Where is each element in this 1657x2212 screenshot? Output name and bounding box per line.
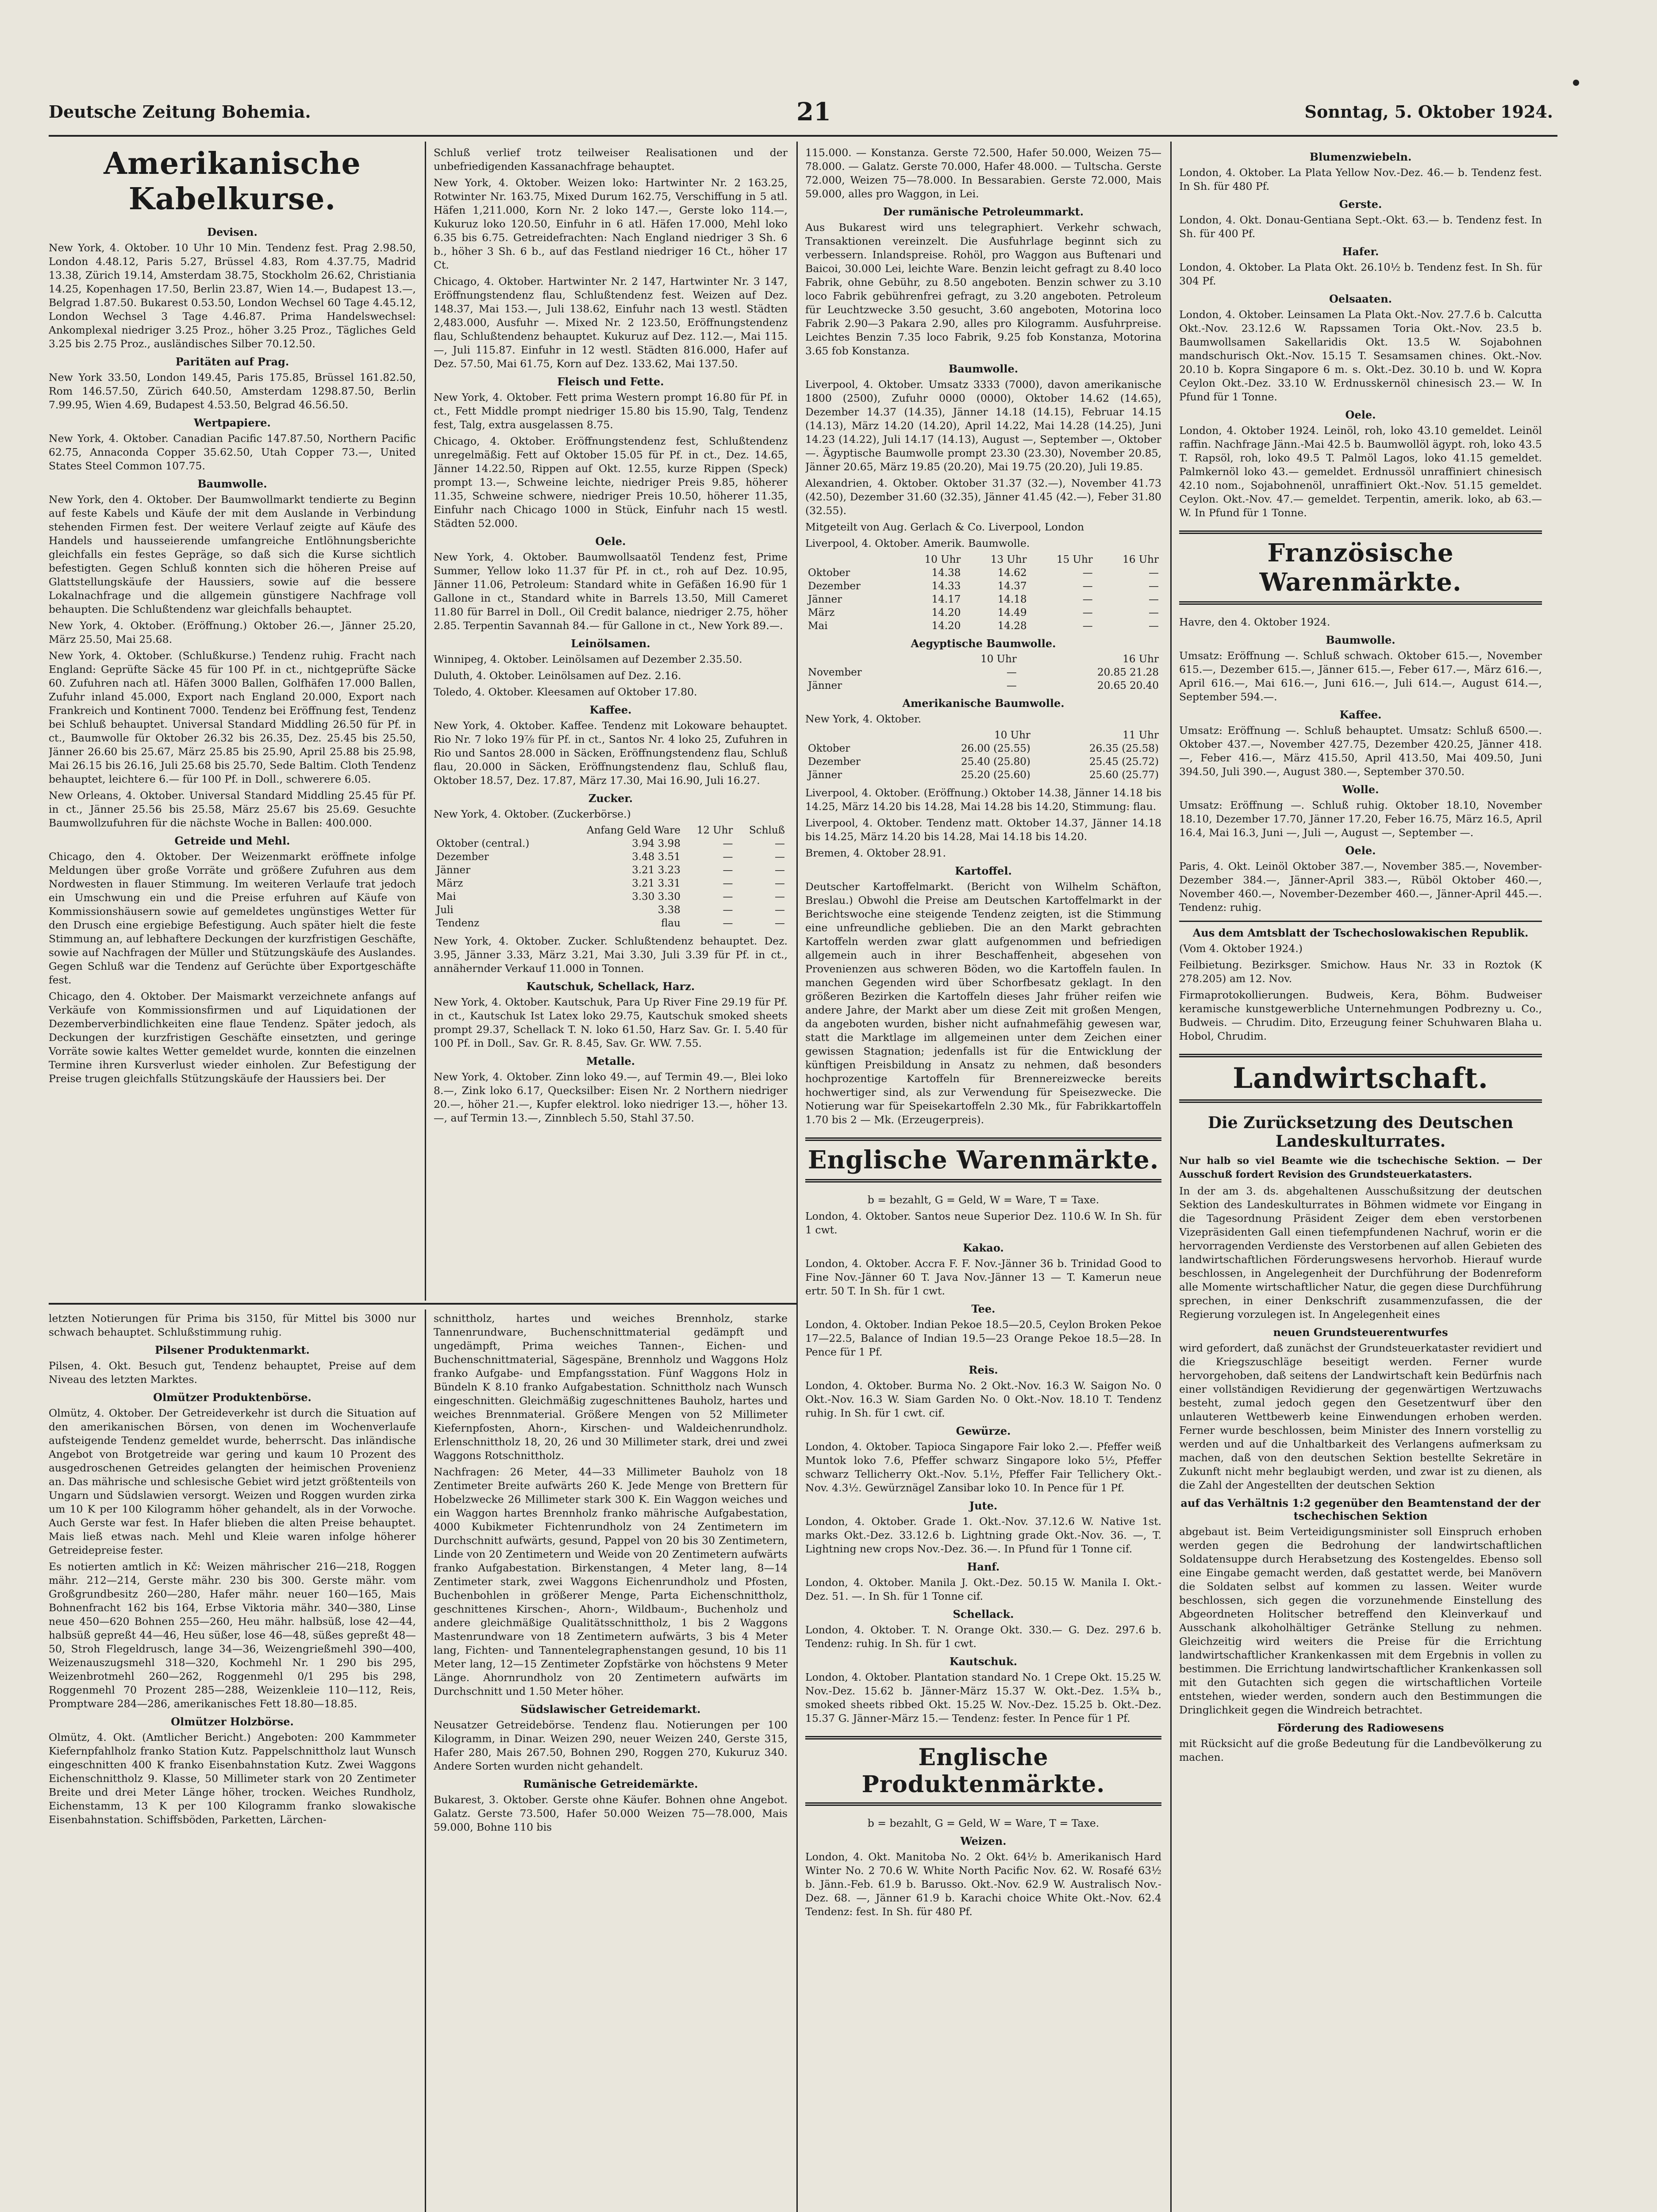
- article-text: Liverpool, 4. Oktober. Amerik. Baumwolle.: [805, 537, 1030, 549]
- column-2: [434, 146, 788, 1296]
- table-cell: —: [1149, 594, 1159, 605]
- table-cell: —: [1082, 594, 1093, 605]
- subheading: neuen Grundsteuerentwurfes: [1273, 1326, 1448, 1339]
- subheading: Südslawischer Getreidemarkt.: [520, 1703, 701, 1716]
- table-cell: Dezember: [808, 580, 861, 592]
- subheading: Paritäten auf Prag.: [175, 355, 289, 368]
- table-cell: 14.17: [931, 594, 961, 605]
- article-text: mit Rücksicht auf die große Bedeutung für die Landbevölkerung zu machen.: [1179, 1737, 1542, 1763]
- table-cell: —: [723, 918, 733, 929]
- article-text: Liverpool, 4. Oktober. (Eröffnung.) Oktober 14.38, Jänner 14.18 bis 14.25, März 14.20 bis 14.28, Mai 14.28 bis 14.20, Stimmung: flau.: [805, 787, 1161, 813]
- table-cell: —: [723, 891, 733, 902]
- table-cell: Mai: [436, 891, 456, 902]
- subheading: Olmützer Produktenbörse.: [153, 1391, 311, 1404]
- table-cell: —: [1149, 580, 1159, 592]
- table-header-row: [805, 729, 1161, 742]
- article-text: London, 4. Oktober. Manila J. Okt.-Dez. 50.15 W. Manila I. Okt.-Dez. 51. —. In Sh. für 1 Tonne cif.: [805, 1576, 1161, 1602]
- divider: [1179, 921, 1542, 922]
- article-text: Duluth, 4. Oktober. Leinölsamen auf Dez. 2.16.: [434, 669, 681, 682]
- table-cell: —: [1006, 680, 1017, 691]
- table-row: [434, 864, 788, 877]
- subheading: auf das Verhältnis 1:2 gegenüber den Beamtenstand der der tschechischen Sektion: [1180, 1497, 1541, 1522]
- table-header: 11 Uhr: [1123, 730, 1159, 741]
- subheading: Kaffee.: [1339, 708, 1382, 721]
- table-cell: 26.35 (25.58): [1089, 743, 1159, 754]
- table-header: Schluß: [749, 825, 785, 836]
- table-row: [805, 679, 1161, 692]
- table-cell: Mai: [808, 620, 828, 632]
- dateline: (Vom 4. Oktober 1924.): [1179, 942, 1303, 955]
- subheading: Förderung des Radiowesens: [1277, 1721, 1444, 1734]
- table-header-row: [805, 553, 1161, 566]
- table-cell: —: [723, 864, 733, 876]
- article-text: Chicago, 4. Oktober. Hartwinter Nr. 2 147, Hartwinter Nr. 3 147, Eröffnungstendenz flau, Schlußtendenz fest. Weizen auf Dez. 148.37, Mai 153.—, Juli 138.62, Einfuhr nach 13 westl. Städten 2,483.000, Ausfuhr —. Mixed Nr. 2 123.50, Eröffnungstendenz flau, Schlußtendenz behauptet. Kukuruz auf Dez. 112.—, Mai 115.—, Juli 115.87. Einfuhr in 12 westl. Städten 816.000, Hafer auf Dez. 57.50, Mai 61.75, Korn auf Dez. 133.62, Mai 137.50.: [434, 275, 788, 370]
- subheading: Fleisch und Fette.: [557, 375, 664, 388]
- article-text: Firmaprotokollierungen. Budweis, Kera, Böhm. Budweiser keramische kunstgewerbliche Unternehmungen Podbrezny u. Co., Budweis. — Chrudim. Dito, Erzeugung feiner Schuhwaren Blaha u. Hobol, Chrudim.: [1179, 989, 1542, 1042]
- table-header: [805, 729, 905, 742]
- subheading: Zucker.: [588, 792, 633, 805]
- article-text: New York, 4. Oktober. Kaffee. Tendenz mit Lokoware behauptet. Rio Nr. 7 loko 19⅞ für Pf. in ct., Santos Nr. 4 loko 25, Zufuhren in Rio und Santos 28.000 in Säcken, Eröffnungstendenz flau, Schluß flau, 20.000 in Säcken, Eröffnungstendenz flau, Schluß flau, Oktober 18.57, Dez. 17.87, März 17.30, Mai 16.90, Juli 16.27.: [434, 719, 788, 787]
- table-cell: Oktober: [808, 743, 850, 754]
- article-text: Bukarest, 3. Oktober. Gerste ohne Käufer. Bohnen ohne Angebot. Galatz. Gerste 73.500, Hafer 50.000 Weizen 75—78.000, Mais 59.000, Bohne 110 bis: [434, 1793, 788, 1833]
- table-cell: Jänner: [436, 864, 471, 876]
- table-row: [434, 850, 788, 864]
- table-cell: Jänner: [808, 680, 842, 691]
- article-text: Es notierten amtlich in Kč: Weizen mährischer 216—218, Roggen mähr. 212—214, Gerste mähr. 230 bis 300. Gerste mähr. vom Großgrundbesitz 260—280, Hafer mähr. neuer 160—165, Mais Bohnenfracht 162 bis 164, Erbse Viktoria mähr. 340—380, Linse neue 450—620 Bohnen 255—260, Heu mähr. halbsüß, lose 42—44, halbsüß gepreßt 44—46, Heu süßer, lose 46—48, süßes gepreßt 48—50, Stroh Flegeldrusch, lange 34—36, Weizengrießmehl 390—400, Weizenauszugsmehl 318—320, Kochmehl Nr. 1 290 bis 295, Weizenbrotmehl 260—262, Roggenmehl 0/1 295 bis 298, Roggenmehl 70 Prozent 285—288, Weizenkleie 110—112, Reis, Promptware 284—286, amerikanisches Fett 18.80—18.85.: [49, 1560, 416, 1710]
- article-text: Schluß verlief trotz teilweiser Realisationen und der unbefriedigenden Kassanachfrage behauptet.: [434, 146, 788, 173]
- article-text: Chicago, den 4. Oktober. Der Maismarkt verzeichnete anfangs auf Verkäufe von Kommissionsfirmen und auf Liquidationen der Dezemberverbindlichkeiten eine flaue Tendenz. Später jedoch, als Deckungen der kurzfristigen Geschäfte einsetzten, und geringe Vorräte sowie kaltes Wetter gemeldet wurde, konnten die einzelnen Termine ihren Kursverlust wieder einholen. Zur Befestigung der Preise trugen gleichfalls Stützungskäufe der Haussiers bei. Der: [49, 990, 416, 1085]
- table-cell: 3.38: [657, 904, 680, 916]
- table-header-row: [434, 824, 788, 837]
- article-text: Aus Bukarest wird uns telegraphiert. Verkehr schwach, Transaktionen vereinzelt. Die Ausfuhrlage beginnt sich zu verbessern. Inlandspreise. Rohöl, pro Waggon aus Buftenari und Baicoi, 30.000 Lei, leichte Ware. Benzin leicht gefragt zu 8.40 loco Fabrik, ohne Gebühr, zu 8.50 angeboten. Benzin schwer zu 3.10 loco Fabrik gebührenfrei gefragt, zu 3.20 angeboten. Petroleum für Leuchtzwecke 3.50 gesucht, 3.60 angeboten, Motorina loco Fabrik 2.90—3 Pakara 2.90, alles pro Kilogramm. Ausfuhrpreise. Leichtes Benzin 7.35 loco Fabrik, 9.25 fob Konstanza, Motorina 3.65 fob Konstanza.: [805, 221, 1161, 357]
- article-text: New York, 4. Oktober. Weizen loko: Hartwinter Nr. 2 163.25, Rotwinter Nr. 163.75, Mixed Durum 162.75, Verschiffung in 5 atl. Häfen 1,211.000, Korn Nr. 2 loko 147.—, Gerste loko 114.—, Kukuruz loko 120.50, Einfuhr in 6 atl. Häfen 17.000, Mehl loko 6.35 bis 6.75. Getreidefrachten: Nach England niedriger 3 Sh. 6 b., höher 3 Sh. 6 b., auf das Festland niedriger 16 Ct., höher 17 Ct.: [434, 177, 788, 271]
- table-cell: 14.49: [997, 607, 1027, 618]
- article-text: letzten Notierungen für Prima bis 3150, für Mittel bis 3000 nur schwach behauptet. Schlußstimmung ruhig.: [49, 1312, 416, 1338]
- article-text: London, 4. Oktober. La Plata Yellow Nov.-Dez. 46.— b. Tendenz fest. In Sh. für 480 Pf.: [1179, 166, 1542, 192]
- table-header-row: [805, 653, 1161, 666]
- page-number: 21: [796, 97, 831, 127]
- table-header: [805, 653, 931, 666]
- subheading: Kartoffel.: [955, 864, 1012, 877]
- article-text: Mitgeteilt von Aug. Gerlach & Co. Liverpool, London: [805, 521, 1084, 533]
- article-text: London, 4. Oktober. Leinsamen La Plata Okt.-Nov. 27.7.6 b. Calcutta Okt.-Nov. 23.12.6 W. Rapssamen Toria Okt.-Nov. 23.5 b. Baumwollsamen Sakellaridis Okt. 13.5 W. Sojabohnen mandschurisch Okt.-Nov. 15.15 T. Sesamsamen chines. Okt.-Nov. 20.10 b. Kopra Singapore 6 m. s. Okt.-Dez. 30.10 b. und W. Kopra Ceylon Okt.-Dez. 33.10 W. Erdnusskernöl chinesisch 23.— W. In Pfund für 1 Tonne.: [1179, 308, 1542, 403]
- table-cell: —: [1082, 607, 1093, 618]
- table-row: [434, 877, 788, 890]
- subheading: Wertpapiere.: [194, 416, 271, 429]
- table-cell: 20.85 21.28: [1097, 667, 1159, 678]
- table-cell: 3.21 3.23: [632, 864, 680, 876]
- table-cell: —: [775, 918, 785, 929]
- article-text: Olmütz, 4. Okt. (Amtlicher Bericht.) Angeboten: 200 Kammmeter Kiefernpfahlholz franko Station Kutz. Pappelschnittholz laut Wunsch eingeschnitten 400 K franko Eisenbahnstation Kutz. Zwei Waggons Eichenschnittholz 9. Klasse, 50 Millimeter stark von 20 Zentimeter Breite und drei Meter Länge höher, trocken. Weiches Rundholz, Eichenstamm, 13 K per 100 Kilogramm franko slowakische Eisenbahnstation. Schiffsböden, Parketten, Lärchen-: [49, 1731, 416, 1826]
- table-header: 13 Uhr: [990, 554, 1027, 565]
- article-text: New York, den 4. Oktober. Der Baumwollmarkt tendierte zu Beginn auf feste Kabels und Käufe der mit dem Auslande in Verbindung stehenden Firmen fest. Der weitere Verlauf zeigte auf Käufe des Handels und hausseierende umfangreiche Entlöhnungsberichte gleichfalls ein festes Gepräge, so daß sich die Kurse sichtlich befestigten. Gegen Schluß konnten sich die höheren Preise auf Glattstellungskäufe der Haussiers, sowie auf die bessere Lokalnachfrage und die allgemein günstigere Nachfrage voll behaupten. Die Schlußtendenz war gleichfalls behauptet.: [49, 493, 416, 615]
- article-text: Pilsen, 4. Okt. Besuch gut, Tendenz behauptet, Preise auf dem Niveau des letzten Marktes.: [49, 1359, 416, 1386]
- table-cell: 20.65 20.40: [1097, 680, 1159, 691]
- column-1-lower: [49, 1312, 416, 2212]
- subheading: Blumenzwiebeln.: [1309, 150, 1412, 163]
- article-text: Winnipeg, 4. Oktober. Leinölsamen auf Dezember 2.35.50.: [434, 653, 742, 665]
- article-text: Bremen, 4. Oktober 28.91.: [805, 847, 946, 859]
- article-text: Toledo, 4. Oktober. Kleesamen auf Oktober 17.80.: [434, 686, 697, 698]
- table-cell: Dezember: [436, 851, 489, 863]
- table-header: Anfang Geld Ware: [587, 825, 680, 836]
- table-row: [434, 917, 788, 930]
- column-2-lower: [434, 1312, 788, 2212]
- table-cell: —: [775, 878, 785, 889]
- table-cell: 14.62: [997, 567, 1027, 579]
- table-row: [805, 593, 1161, 606]
- table-cell: —: [1082, 567, 1093, 579]
- section-title: Englische Produktenmärkte.: [861, 1744, 1105, 1798]
- subheading: Kautschuk.: [950, 1655, 1017, 1668]
- subheading: Der rumänische Petroleummarkt.: [883, 205, 1084, 218]
- table-header: 10 Uhr: [924, 554, 961, 565]
- article-text: Nachfragen: 26 Meter, 44—33 Millimeter Bauholz von 18 Zentimeter Breite aufwärts 260 K. Jede Menge von Brettern für Hobelzwecke 26 Millimeter stark 300 K. Ein Waggon weiches und ein Waggon hartes Brennholz franko mährische Aufgabestation, 4000 Kubikmeter Fichtenrundholz von 24 Zentimetern im Durchschnitt aufwärts, gesund, Pappel von 20 bis 30 Zentimetern, Linde von 20 Zentimetern und Weide von 20 Zentimetern aufwärts franko Aufgabestation. Birkenstangen, 4 Meter lang, 8—14 Zentimeter stark, zwei Waggons Eichenrundholz und Pfosten, Buchenbohlen in größerer Menge, Parta Eichenschnittholz, geschnittenes Kirschen-, Ahorn-, Wildbaum-, Buchenholz und andere gleichmäßige Qualitätsschnittholz, 1 bis 2 Waggons Mastenrundware von 18 Zentimetern aufwärts, 3 bis 4 Meter lang, Fichten- und Tannentelegraphenstangen gesund, 10 bis 11 Meter lang, 12—15 Zentimeter Zopfstärke von höchstens 9 Meter Länge. Ahornrundholz von 20 Zentimetern aufwärts im Durchschnitt und 1.50 Meter höher.: [434, 1466, 788, 1697]
- table-cell: Juli: [436, 904, 454, 916]
- article-text: Umsatz: Eröffnung —. Schluß schwach. Oktober 615.—, November 615.—, Dezember 615.—, Jänner 615.—, Feber 617.—, März 616.—, April 616.—, Mai 616.—, Juni 616.—, Juli 614.—, August 614.—, September 594.—.: [1179, 649, 1542, 703]
- table-cell: 14.33: [931, 580, 961, 592]
- table-header: 10 Uhr: [994, 730, 1030, 741]
- subheading: Tee.: [971, 1302, 996, 1315]
- article-text: New York, 4. Oktober. 10 Uhr 10 Min. Tendenz fest. Prag 2.98.50, London 4.48.12, Paris 5.27, Brüssel 4.83, Rom 4.37.75, Madrid 13.38, Zürich 19.14, Amsterdam 38.75, Stockholm 26.62, Christiania 14.25, Kopenhagen 17.50, Berlin 23.87, Wien 14.—, Budapest 13.—, Belgrad 1.87.50. Bukarest 0.53.50, London Wechsel 60 Tage 4.45.12, London Wechsel 3 Tage 4.46.87. Prima Handelswechsel: Ankomplexal niedriger 3.25 Proz., höher 3.25 Proz., Tägliches Geld 3.25 bis 2.75 Proz., ausländisches Silber 70.12.50.: [49, 242, 416, 350]
- table-cell: Jänner: [808, 594, 842, 605]
- table-cell: —: [1082, 620, 1093, 632]
- table-cell: 25.20 (25.60): [961, 769, 1030, 781]
- article-text: New York, 4. Oktober. (Zuckerbörse.): [434, 808, 631, 820]
- article-text: New York, 4. Oktober. Kautschuk, Para Up River Fine 29.19 für Pf. in ct., Kautschuk Ist Latex loko 29.75, Kautschuk smoked sheets prompt 29.37, Schellack T. N. loko 61.50, Harz Sav. Gr. I. 5.40 für 100 Pf. in Doll., Sav. Gr. R. 8.45, Sav. Gr. WW. 7.55.: [434, 996, 788, 1049]
- article-text: London, 4. Oktober. T. N. Orange Okt. 330.— G. Dez. 297.6 b. Tendenz: ruhig. In Sh. für 1 cwt.: [805, 1624, 1161, 1650]
- article-text: London, 4. Oktober. Santos neue Superior Dez. 110.6 W. In Sh. für 1 cwt.: [805, 1210, 1161, 1236]
- table-cell: 3.48 3.51: [632, 851, 680, 863]
- subheading: Getreide und Mehl.: [174, 834, 290, 847]
- table-row: [805, 666, 1161, 679]
- article-text: New York, 4. Oktober. (Eröffnung.) Oktober 26.—, Jänner 25.20, März 25.50, Mai 25.68.: [49, 619, 416, 645]
- table-cell: —: [723, 851, 733, 863]
- subheading: Oele.: [1345, 844, 1376, 857]
- article-text: London, 4. Oktober 1924. Leinöl, roh, loko 43.10 gemeldet. Leinöl raffin. Nachfrage Jänn.-Mai 42.5 b. Baumwollöl ägypt. roh, loko 43.5 T. Rapsöl, roh, loko 49.5 T. Palmöl Lagos, loko 41.15 gemeldet. Palmkernöl loko 43.— gemeldet. Erdnussöl unraffiniert chinesisch 42.10 nom., Sojabohnenöl, unraffiniert Okt.-Nov. 51.15 gemeldet. Ceylon. Okt.-Nov. 47.— gemeldet. Terpentin, amerik. loko, ab 63.— W. In Pfund für 1 Tonne.: [1179, 424, 1542, 519]
- table-row: [805, 580, 1161, 593]
- table-header: 16 Uhr: [1123, 554, 1159, 565]
- column-rule: [796, 142, 798, 2212]
- table-cell: —: [723, 878, 733, 889]
- subheading: Wolle.: [1342, 783, 1379, 796]
- subheading: Gerste.: [1339, 198, 1382, 211]
- table-cell: Jänner: [808, 769, 842, 781]
- table-cell: 14.28: [997, 620, 1027, 632]
- table-cell: 25.60 (25.77): [1089, 769, 1159, 781]
- ink-spot: [1573, 80, 1579, 86]
- table-header: 12 Uhr: [696, 825, 733, 836]
- sugar-table: [434, 824, 788, 930]
- article-text: New York, 4. Oktober. Zucker. Schlußtendenz behauptet. Dez. 3.95, Jänner 3.33, März 3.21, Mai 3.30, Juli 3.39 für Pf. in ct., annähernder Verkauf 11.000 in Tonnen.: [434, 935, 788, 975]
- table-row: [805, 566, 1161, 580]
- liverpool-cotton-table: [805, 553, 1161, 633]
- subheading: Oelsaaten.: [1329, 292, 1392, 305]
- section-title: Landwirtschaft.: [1233, 1062, 1488, 1095]
- subheading: Oele.: [595, 535, 626, 548]
- table-cell: —: [775, 904, 785, 916]
- subheading: Hafer.: [1342, 245, 1379, 258]
- table-row: [805, 606, 1161, 619]
- table-header: 16 Uhr: [1123, 653, 1159, 665]
- article-text: wird gefordert, daß zunächst der Grundsteuerkataster revidiert und die Kriegszuschläge beseitigt werden. Ferner wurde hervorgehoben, daß seitens der Landwirtschaft kein Bedürfnis nach einer vollständigen Revidierung der gegenwärtigen Wertzuwachs besteht, zumal jedoch gegen den Gesetzentwurf über den unlauteren Wettbewerb keine Einwendungen erhoben werden. Ferner wurde beschlossen, beim Minister des Innern vorstellig zu werden und auf die Unhaltbarkeit des Verlangens aufmerksam zu machen, daß von den deutschen Sektion bestellte Sekretäre in Zukunft nicht mehr beglaubigt werden, und zwar ist zu dienen, als die Zahl der Angestellten der deutschen Sektion: [1179, 1342, 1542, 1491]
- subheading: Rumänische Getreidemärkte.: [523, 1778, 698, 1790]
- section-title: Englische Warenmärkte.: [807, 1145, 1159, 1175]
- article-text: Liverpool, 4. Oktober. Tendenz matt. Oktober 14.37, Jänner 14.18 bis 14.25, März 14.20 bis 14.28, Mai 14.18 bis 14.20.: [805, 817, 1161, 843]
- section-box: [1179, 530, 1542, 605]
- table-cell: —: [1082, 580, 1093, 592]
- table-cell: November: [808, 667, 862, 678]
- table-header: [805, 553, 897, 566]
- table-cell: 14.18: [997, 594, 1027, 605]
- table-cell: 3.21 3.31: [632, 878, 680, 889]
- table-cell: 25.45 (25.72): [1089, 756, 1159, 768]
- table-cell: 14.20: [931, 607, 961, 618]
- table-cell: —: [775, 891, 785, 902]
- article-text: London, 4. Oktober. Burma No. 2 Okt.-Nov. 16.3 W. Saigon No. 0 Okt.-Nov. 16.3 W. Siam Garden No. 0 Okt.-Nov. 18.10 T. Tendenz ruhig. In Sh. für 1 cwt. cif.: [805, 1379, 1161, 1419]
- subheading: Baumwolle.: [948, 362, 1019, 375]
- article-text: Umsatz: Eröffnung —. Schluß behauptet. Umsatz: Schluß 6500.—. Oktober 437.—, November 427.75, Dezember 420.25, Jänner 418.—, Feber 416.—, März 415.50, April 413.50, Mai 409.50, Juni 394.50, Juli 390.—, August 380.—, September 370.50.: [1179, 724, 1542, 778]
- article-text: London, 4. Oktober. Grade 1. Okt.-Nov. 37.12.6 W. Native 1st. marks Okt.-Dez. 33.12.6 b. Lightning grade Okt.-Nov. 36. —, T. Lightning new crops Nov.-Dez. 36.—. In Pfund für 1 Tonne cif.: [805, 1515, 1161, 1555]
- table-cell: 25.40 (25.80): [961, 756, 1030, 768]
- article-text: London, 4. Oktober. Indian Pekoe 18.5—20.5, Ceylon Broken Pekoe 17—22.5, Balance of Indian 19.5—23 Orange Pekoe 18.5—28. In Pence für 1 Pf.: [805, 1318, 1161, 1358]
- table-header: 10 Uhr: [980, 653, 1017, 665]
- article-text: Umsatz: Eröffnung —. Schluß ruhig. Oktober 18.10, November 18.10, Dezember 17.70, Jänner 17.20, Feber 16.75, März 16.5, April 16.4, Mai 16.3, Juni —, Juli —, August —, September —.: [1179, 799, 1542, 839]
- subheading: Gewürze.: [956, 1425, 1011, 1437]
- article-text: Neusatzer Getreidebörse. Tendenz flau. Notierungen per 100 Kilogramm, in Dinar. Weizen 290, neuer Weizen 240, Gerste 315, Hafer 280, Mais 267.50, Bohnen 290, Roggen 270, Kukuruz 340. Andere Sorten wurden nicht gehandelt.: [434, 1719, 788, 1772]
- table-row: [805, 755, 1161, 768]
- subheading: Baumwolle.: [1326, 634, 1396, 646]
- article-text: Olmütz, 4. Oktober. Der Getreideverkehr ist durch die Situation auf den amerikanischen Börsen, von denen im Wochenverlaufe aufsteigende Tendenz gemeldet wurde, beherrscht. Das inländische Angebot von Brotgetreide war gering und kaum 10 Prozent des ausgedroschenen Getreides gelangten der heimischen Provenienz an. Das mährische und schlesische Gebiet wird jetzt größtenteils von Ungarn und Südslawien versorgt. Weizen und Roggen wurden zirka um 10 K per 100 Kilogramm höher gehandelt, als in der Vorwoche. Auch Gerste war fest. In Hafer blieben die alten Preise behauptet. Mais ließ etwas nach. Mehl und Kleie waren infolge höherer Getreidepreise fester.: [49, 1407, 416, 1556]
- article-text: Feilbietung. Bezirksger. Smichow. Haus Nr. 33 in Roztok (K 278.205) am 12. Nov.: [1179, 959, 1542, 985]
- article-text: New York 33.50, London 149.45, Paris 175.85, Brüssel 161.82.50, Rom 146.57.50, Zürich 640.50, Amsterdam 1298.87.50, Berlin 7.99.95, Wien 4.69, Budapest 4.53.50, Belgrad 46.56.50.: [49, 371, 416, 411]
- table-cell: —: [775, 864, 785, 876]
- article-text: Paris, 4. Okt. Leinöl Oktober 387.—, November 385.—, November-Dezember 384.—, Jänner-April 383.—, Rüböl Oktober 460.—, November 460.—, November-Dezember 460.—, Jänner-April 445.—. Tendenz: ruhig.: [1179, 860, 1542, 914]
- section-title: Französische Warenmärkte.: [1259, 538, 1462, 597]
- table-cell: —: [1006, 667, 1017, 678]
- column-1: [49, 146, 416, 1296]
- article-text: Chicago, 4. Oktober. Eröffnungstendenz fest, Schlußtendenz unregelmäßig. Fett auf Oktober 15.05 für Pf. in ct., Dez. 14.65, Jänner 14.22.50, Rippen auf Okt. 12.55, kurze Rippen (Speck) prompt 13.—, Schweine leichte, niedriger Preis 9.85, höherer 11.35, Schweine schwere, niedriger Preis 10.50, höherer 11.35, Einfuhr nach Chicago 1000 in Stück, Einfuhr nach 15 westl. Städten 52.000.: [434, 435, 788, 530]
- table-cell: 3.94 3.98: [632, 838, 680, 849]
- subheading: Kaffee.: [589, 703, 632, 716]
- masthead: [49, 97, 1553, 137]
- article-text: London, 4. Okt. Manitoba No. 2 Okt. 64½ b. Amerikanisch Hard Winter No. 2 70.6 W. White North Pacific Nov. 62. W. Rosafé 63½ b. Jänn.-Feb. 61.9 b. Barusso. Okt.-Nov. 62.9 W. Australisch Nov.-Dez. 68. —, Jänner 61.9 b. Karachi choice White Okt.-Nov. 62.4 Tendenz: fest. In Sh. für 480 Pf.: [805, 1851, 1161, 1918]
- table-header: [434, 824, 558, 837]
- article-text: In der am 3. ds. abgehaltenen Ausschußsitzung der deutschen Sektion des Landeskulturrates in Böhmen widmete vor Eingang in die Tagesordnung Präsident Zeiger dem eben verstorbenen Vizepräsidenten Gall einen tiefempfundenen Nachruf, worin er die hervorragenden Verdienste des Verstorbenen auf allen Gebieten des landwirtschaftlichen Förderungswesens hervorhob. Hierauf wurde beschlossen, in Angelegenheit der Durchführung der Bodenreform alle Momente wirtschaftlicher Natur, die gegen diese Durchführung sprechen, in einer Denkschrift zusammenzufassen, die der Regierung vorzulegen ist. In Angelegenheit eines: [1179, 1185, 1542, 1321]
- subheading: Leinölsamen.: [571, 637, 650, 650]
- subheading: Schellack.: [953, 1608, 1014, 1621]
- table-row: [805, 619, 1161, 633]
- article-text: New York, 4. Oktober. Canadian Pacific 147.87.50, Northern Pacific 62.75, Annaconda Copper 35.62.50, Utah Copper 73.—, United States Steel Common 107.75.: [49, 432, 416, 472]
- paper-name: Deutsche Zeitung Bohemia.: [49, 102, 311, 122]
- legend: b = bezahlt, G = Geld, W = Ware, T = Taxe.: [867, 1817, 1100, 1829]
- egypt-cotton-table: [805, 653, 1161, 692]
- table-header: 15 Uhr: [1056, 554, 1093, 565]
- subheading: Amerikanische Baumwolle.: [902, 697, 1065, 710]
- table-cell: —: [1149, 607, 1159, 618]
- section-box: [805, 1137, 1161, 1183]
- table-cell: —: [723, 904, 733, 916]
- column-rule: [425, 142, 426, 1301]
- subheading: Jute.: [969, 1499, 998, 1512]
- article-text: New Orleans, 4. Oktober. Universal Standard Middling 25.45 für Pf. in ct., Jänner 25.56 bis 25.58, März 25.67 bis 25.69. Gesuchte Baumwollzufuhren für die nächste Woche in Ballen: 400.000.: [49, 789, 416, 829]
- table-cell: März: [436, 878, 463, 889]
- column-3: [805, 146, 1161, 2212]
- subheading: Olmützer Holzbörse.: [171, 1715, 294, 1728]
- table-row: [434, 890, 788, 903]
- article-text: abgebaut ist. Beim Verteidigungsminister soll Einspruch erhoben werden gegen die Bedrohung der landwirtschaftlichen Soldatensuppe durch Herabsetzung des Kostengeldes. Ebenso soll eine Eingabe gemacht werden, daß gestattet werde, bei Manövern die Soldaten selbst auf kommen zu lassen. Weiter wurde beschlossen, sich gegen die vorzunehmende Einstellung des Abgeordneten Holitscher betreffend den Kleinverkauf und Ausschank alkoholhältiger Getränke Stellung zu nehmen. Gleichzeitig wird weiters die Preise für die Errichtung landwirtschaftlicher Krankenkassen mit dem Ergebnis in vollen zu bestimmen. Die Errichtung landwirtschaftlicher Krankenkassen soll mit den Gutachten sich gegen die wirtschaftlichen Vorteile entstehen, wieder werden, sondern auch den Bestimmungen die Dringlichkeit gegen die Windreich betrachtet.: [1179, 1525, 1542, 1716]
- article-text: London, 4. Okt. Donau-Gentiana Sept.-Okt. 63.— b. Tendenz fest. In Sh. für 400 Pf.: [1179, 214, 1542, 240]
- section-box: [1179, 1054, 1542, 1103]
- column-rule: [1170, 142, 1172, 2212]
- header-rule: [49, 135, 1557, 137]
- table-cell: —: [1149, 620, 1159, 632]
- table-cell: —: [775, 838, 785, 849]
- table-cell: Oktober: [808, 567, 850, 579]
- subheading: Baumwolle.: [197, 477, 267, 490]
- article-text: New York, 4. Oktober. (Schlußkurse.) Tendenz ruhig. Fracht nach England: Geprüfte Säcke 45 für 100 Pf. in ct., nichtgeprüfte Säcke 60. Zufuhren nach atl. Häfen 3000 Ballen, Golfhäfen 17.000 Ballen, Zufuhr inland 45.000, Export nach England 20.000, Export nach Frankreich und Kontinent 7000. Tendenz bei Eröffnung fest, Tendenz bei Schluß behauptet. Universal Standard Middling 26.50 für Pf. in ct., Baumwolle für Oktober 26.32 bis 26.35, Dez. 25.45 bis 25.50, Jänner 26.60 bis 25.67, März 25.85 bis 25.90, April 25.88 bis 25.98, Mai 26.15 bis 26.16, Juli 25.68 bis 25.70, Sede Baltim. Cloth Tendenz behauptet, leichtere 6.— für 100 Pf. in Doll., schwerere 6.05.: [49, 649, 416, 785]
- column-4: [1179, 146, 1542, 2212]
- article-text: New York, 4. Oktober. Fett prima Western prompt 16.80 für Pf. in ct., Fett Middle prompt niedriger 15.80 bis 15.90, Talg, Tendenz fest, Talg, extra ausgelassen 8.75.: [434, 391, 788, 431]
- table-row: [434, 837, 788, 850]
- table-cell: 14.20: [931, 620, 961, 632]
- article-text: 115.000. — Konstanza. Gerste 72.500, Hafer 50.000, Weizen 75—78.000. — Galatz. Gerste 70.000, Hafer 48.000. — Tultscha. Gerste 72.000, Weizen 75—78.000. In Bessarabien. Gerste 72.000, Mais 59.000, alles pro Waggon, in Lei.: [805, 146, 1161, 200]
- article-text: New York, 4. Oktober. Zinn loko 49.—, auf Termin 49.—, Blei loko 8.—, Zink loko 6.17, Quecksilber: Eisen Nr. 2 Northern niedriger 20.—, höher 21.—, Kupfer elektrol. loko niedriger 13.—, höher 13.—, auf Termin 13.—, Zinnblech 5.50, Stahl 37.50.: [434, 1071, 788, 1124]
- section-rule: [49, 1303, 796, 1305]
- table-cell: 14.37: [997, 580, 1027, 592]
- table-row: [805, 768, 1161, 782]
- subheading: Kakao.: [963, 1241, 1004, 1254]
- article-text: Chicago, den 4. Oktober. Der Weizenmarkt eröffnete infolge Meldungen über große Vorräte und größere Zufuhren aus dem Nordwesten in flauer Stimmung. Im weiteren Verlaufe trat jedoch ein Umschwung ein und die Preise erfuhren auf Käufe von Kommissionshäusern sowie auf gemeldetes ungünstiges Wetter für den Drusch eine ergiebige Befestigung. Auch später hielt die feste Stimmung an, auf lebhaftere Deckungen der kurzfristigen Geschäfte, sowie auf Nachfragen der Müller und Stützungskäufe des Auslandes. Gegen Schluß war die Tendenz auf Gerüchte über Exportgeschäfte fest.: [49, 850, 416, 986]
- article-text: London, 4. Oktober. Plantation standard No. 1 Crepe Okt. 15.25 W. Nov.-Dez. 15.62 b. Jänner-März 15.37 W. Okt.-Dez. 1.5¾ b., smoked sheets ribbed Okt. 15.25 W. Nov.-Dez. 15.25 b. Okt.-Dez. 15.37 G. Jänner-März 15.— Tendenz: fester. In Pence für 1 Pf.: [805, 1671, 1161, 1724]
- subheading: Aegyptische Baumwolle.: [911, 637, 1056, 650]
- american-cotton-table: [805, 729, 1161, 782]
- dateline: Havre, den 4. Oktober 1924.: [1179, 616, 1330, 628]
- table-cell: Oktober (central.): [436, 838, 530, 849]
- table-cell: —: [723, 838, 733, 849]
- article-text: London, 4. Oktober. Accra F. F. Nov.-Jänner 36 b. Trinidad Good to Fine Nov.-Jänner 60 T. Java Nov.-Jänner 13 — T. Kamerun neue ertr. 50 T. In Sh. für 1 cwt.: [805, 1257, 1161, 1297]
- table-cell: flau: [661, 918, 680, 929]
- table-cell: Dezember: [808, 756, 861, 768]
- article-text: London, 4. Oktober. Tapioca Singapore Fair loko 2.—. Pfeffer weiß Muntok loko 7.6, Pfeffer schwarz Singapore loko 5½, Pfeffer schwarz Tellicherry Okt.-Nov. 5.1½, Pfeffer Fair Tellichery Okt.-Nov. 4.3½. Gewürznägel Zansibar loko 10. In Pence für 1 Pf.: [805, 1440, 1161, 1494]
- article-text: New York, 4. Oktober. Baumwollsaatöl Tendenz fest, Prime Summer, Yellow loko 11.37 für Pf. in ct., roh auf Dez. 10.95, Jänner 11.06, Petroleum: Standard white in Gefäßen 16.90 für 1 Gallone in ct., Standard white in Barrels 13.50, Mill Cameret 11.80 für Barrel in Doll., Oil Credit balance, niedriger 2.75, höher 2.85. Terpentin Savannah 84.— für Gallone in ct., New York 89.—.: [434, 551, 788, 632]
- subheading: Pilsener Produktenmarkt.: [155, 1344, 310, 1356]
- article-text: schnittholz, hartes und weiches Brennholz, starke Tannenrundware, Buchenschnittmaterial gedämpft und ungedämpft, Prima weiches Tannen-, Eichen- und Buchenschnittmaterial, Sägespäne, Brennholz und Waggons Holz franko Aufgabe- und Empfangsstation. Fünf Waggons Holz in Bündeln K 8.10 franko Aufgabestation. Schnittholz nach Wunsch eingeschnitten. Gleichmäßig zugeschnittenes Bauholz, hartes und weiches Brennmaterial. Größere Mengen von 52 Millimeter Kiefernpfosten, Ahorn-, Kirschen- und Waldeichenrundholz. Erlenschnittholz 18, 20, 26 und 30 Millimeter stark, drei und zwei Waggons Rotschnittholz.: [434, 1312, 788, 1462]
- legend: b = bezahlt, G = Geld, W = Ware, T = Taxe.: [867, 1194, 1100, 1206]
- article-text: Alexandrien, 4. Oktober. Oktober 31.37 (32.—), November 41.73 (42.50), Dezember 31.60 (32.35), Jänner 41.45 (42.—), Feber 31.80 (32.55).: [805, 477, 1161, 517]
- table-row: [805, 742, 1161, 755]
- table-cell: 26.00 (25.55): [961, 743, 1030, 754]
- table-cell: —: [775, 851, 785, 863]
- issue-date: Sonntag, 5. Oktober 1924.: [1304, 102, 1553, 122]
- subheading: Metalle.: [586, 1055, 635, 1068]
- table-cell: —: [1149, 567, 1159, 579]
- section-box: [805, 1736, 1161, 1806]
- subheading: Oele.: [1345, 408, 1376, 421]
- column-rule: [425, 1310, 426, 2212]
- article-subhead: Nur halb so viel Beamte wie die tschechische Sektion. — Der Ausschuß fordert Revision des Grundsteuerkatasters.: [1179, 1155, 1542, 1180]
- table-cell: März: [808, 607, 835, 618]
- subheading: Devisen.: [207, 226, 258, 238]
- article-text: New York, 4. Oktober.: [805, 713, 922, 725]
- subheading: Weizen.: [960, 1835, 1007, 1847]
- subheading: Hanf.: [967, 1560, 1000, 1573]
- table-cell: 3.30 3.30: [632, 891, 680, 902]
- article-text: Deutscher Kartoffelmarkt. (Bericht von Wilhelm Schäfton, Breslau.) Obwohl die Preise am Deutschen Kartoffelmarkt in der Berichtswoche eine steigende Tendenz zeigten, ist die Stimmung eine unfreundliche geblieben. Die an den Markt gebrachten Kartoffeln werden zwar glatt aufgenommen und befriedigen allgemein auch in ihrer Beschaffenheit, abgesehen von Provenienzen aus schweren Böden, wo die Kartoffeln faulen. In manchen Gegenden wird über Schorfbesatz geklagt. In den größeren Bezirken die Kartoffeln dieses Jahr früher reifen wie andere Jahre, der Markt aber um diese Zeit mit großen Mengen, da angeboten wurden, bisher nicht aufnahmefähig gewesen war, statt die Marktlage im allgemeinen unter dem Zeichen einer gewissen Stagnation; jedenfalls ist für die Entwicklung der künftigen Preisbildung in Ansatz zu nehmen, daß besonders hochprozentige Kartoffeln für Brennereizwecke bereits hochwertiger sind, als zur Verwendung für Speisezwecke. Die Notierung war für Speisekartoffeln 2.30 Mk., für Fabrikkartoffeln 1.70 bis 2 — Mk. (Erzeugerpreis).: [805, 880, 1161, 1126]
- article-text: London, 4. Oktober. La Plata Okt. 26.10½ b. Tendenz fest. In Sh. für 304 Pf.: [1179, 261, 1542, 287]
- article-headline: Die Zurücksetzung des Deutschen Landeskulturrates.: [1207, 1114, 1514, 1151]
- table-row: [434, 903, 788, 917]
- table-cell: Tendenz: [436, 918, 480, 929]
- table-cell: 14.38: [931, 567, 961, 579]
- subheading: Reis.: [969, 1363, 998, 1376]
- subheading: Aus dem Amtsblatt der Tschechoslowakischen Republik.: [1192, 926, 1529, 939]
- section-title: Amerikanische Kabelkurse.: [104, 146, 361, 217]
- subheading: Kautschuk, Schellack, Harz.: [526, 980, 695, 993]
- article-text: Liverpool, 4. Oktober. Umsatz 3333 (7000), davon amerikanische 1800 (2500), Zufuhr 0000 (0000), Oktober 14.62 (14.65), Dezember 14.37 (14.35), Jänner 14.18 (14.15), Februar 14.15 (14.13), März 14.20 (14.20), April 14.22, Mai 14.28 (14.25), Juni 14.23 (14.22), Juli 14.17 (14.13), August —, September —, Oktober —. Ägyptische Baumwolle prompt 23.30 (23.30), November 20.85, Jänner 20.65, März 19.85 (20.20), Mai 19.75 (20.20), Juli 19.85.: [805, 378, 1161, 473]
